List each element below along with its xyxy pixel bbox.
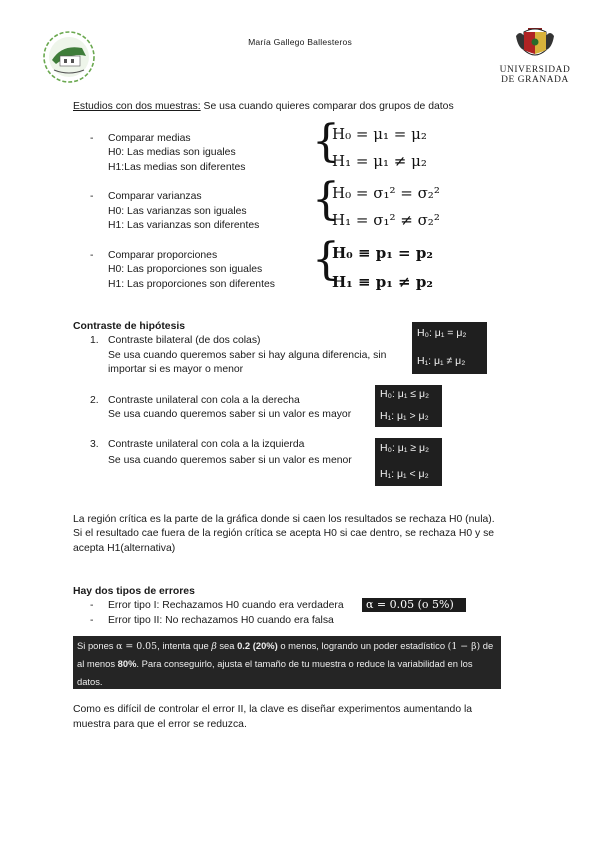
item1-desc1: Se usa cuando queremos saber si hay alguna diferencia, sin: [108, 350, 387, 361]
item2-h1: H₁: μ₁ > μ₂: [380, 410, 429, 422]
banner-beta: β: [211, 641, 217, 652]
bullet-proporciones: -: [90, 250, 94, 261]
banner-line2: [77, 655, 497, 672]
conclusion-line1: Como es difícil de controlar el error II, la clave es diseñar experimentos aumentando la: [73, 704, 473, 715]
region-line3: acepta H1(alternativa): [73, 543, 176, 554]
eq-varianzas-h0: H₀ = σ₁² = σ₂²: [332, 184, 440, 202]
errores-title: Hay dos tipos de errores: [73, 586, 195, 597]
banner-line1: [77, 637, 497, 655]
university-name-line1: UNIVERSIDAD: [499, 65, 571, 75]
item2-h0: H₀: μ₁ ≤ μ₂: [380, 388, 430, 400]
power-note-banner: [73, 636, 501, 689]
author-name: María Gallego Ballesteros: [248, 37, 352, 47]
conclusion-line2: muestra para que el error se reduzca.: [73, 719, 247, 730]
bullet-varianzas: -: [90, 191, 94, 202]
circle-logo-icon: [42, 30, 96, 84]
varianzas-h0: H0: Las varianzas son iguales: [108, 206, 247, 217]
eq-proporciones-h1: H₁ ≡ p₁ ≠ p₂: [332, 273, 433, 291]
item1-title: Contraste bilateral (de dos colas): [108, 335, 261, 346]
banner-text-c: sea: [216, 640, 238, 651]
item1-num: 1.: [90, 335, 99, 346]
intro-title: Estudios con dos muestras:: [73, 101, 201, 112]
region-line1: La región crítica es la parte de la gráfica donde si caen los resultados se rechaza H0 (nula).: [73, 514, 495, 525]
item2-desc1: Se usa cuando queremos saber si un valor es mayor: [108, 409, 352, 420]
banner-text-a: Si pones: [77, 640, 117, 651]
left-logo: [42, 30, 96, 84]
banner-text-b: , intenta que: [157, 640, 212, 651]
brace-varianzas: {: [312, 174, 340, 225]
region-line2: Si el resultado cae fuera de la región crítica se acepta H0 si cae dentro, se rechaza H0 y se: [73, 528, 495, 539]
error2-text: Error tipo II: No rechazamos H0 cuando era falsa: [108, 615, 334, 626]
item3-title: Contraste unilateral con cola a la izquierda: [108, 439, 305, 450]
eq-medias-h1: H₁ = μ₁ ≠ μ₂: [332, 152, 427, 170]
intro-line: [73, 101, 454, 112]
item1-desc2: importar si es mayor o menor: [108, 364, 244, 375]
banner-text-g: de: [480, 640, 494, 651]
eq-varianzas-h1: H₁ = σ₁² ≠ σ₂²: [332, 211, 440, 229]
item2-hypotheses-box: [375, 385, 442, 427]
proporciones-h1: H1: Las proporciones son diferentes: [108, 279, 275, 290]
contraste-title: Contraste de hipótesis: [73, 321, 186, 332]
banner-text-h: al menos: [77, 658, 118, 670]
medias-h1: H1:Las medias son diferentes: [108, 162, 246, 173]
item3-h0: H₀: μ₁ ≥ μ₂: [380, 442, 430, 454]
university-logo: [498, 24, 572, 88]
item2-num: 2.: [90, 395, 99, 406]
item1-hypotheses-box: [412, 322, 487, 374]
eq-medias-h0: H₀ = μ₁ = μ₂: [332, 125, 427, 143]
brace-medias: {: [312, 116, 340, 167]
alpha-box: α = 0.05 (o 5%): [362, 598, 466, 612]
item3-h1: H₁: μ₁ < μ₂: [380, 468, 429, 480]
medias-title: Comparar medias: [108, 133, 191, 144]
eq-proporciones-h0: H₀ ≡ p₁ = p₂: [332, 244, 433, 262]
error1-bullet: -: [90, 600, 94, 611]
banner-beta-value: 0.2 (20%): [237, 640, 278, 651]
proporciones-title: Comparar proporciones: [108, 250, 218, 261]
intro-text: Se usa cuando quieres comparar dos grupos de datos: [200, 101, 454, 112]
banner-line3: datos.: [77, 675, 103, 687]
item3-desc1: Se usa cuando queremos saber si un valor es menor: [108, 455, 352, 466]
banner-power-value: 80%: [117, 658, 137, 670]
brace-proporciones: {: [312, 234, 340, 285]
coat-of-arms-icon: [498, 24, 572, 64]
varianzas-h1: H1: Las varianzas son diferentes: [108, 220, 260, 231]
medias-h0: H0: Las medias son iguales: [108, 147, 236, 158]
banner-power: (1 − β): [447, 641, 481, 652]
item3-hypotheses-box: [375, 438, 442, 486]
item1-h1: H₁: μ₁ ≠ μ₂: [417, 355, 466, 367]
item2-title: Contraste unilateral con cola a la derecha: [108, 395, 300, 406]
varianzas-title: Comparar varianzas: [108, 191, 202, 202]
item1-h0: H₀: μ₁ = μ₂: [417, 327, 467, 339]
banner-text-e: o menos, logrando un poder estadístico: [277, 640, 448, 651]
error2-bullet: -: [90, 615, 94, 626]
bullet-medias: -: [90, 133, 94, 144]
banner-alpha: α = 0.05: [116, 641, 158, 652]
banner-text-j: . Para conseguirlo, ajusta el tamaño de tu muestra o reduce la variabilidad en los: [136, 658, 473, 670]
proporciones-h0: H0: Las proporciones son iguales: [108, 264, 263, 275]
university-name-line2: DE GRANADA: [501, 75, 569, 85]
error1-text: Error tipo I: Rechazamos H0 cuando era verdadera: [108, 600, 344, 611]
item3-num: 3.: [90, 439, 99, 450]
